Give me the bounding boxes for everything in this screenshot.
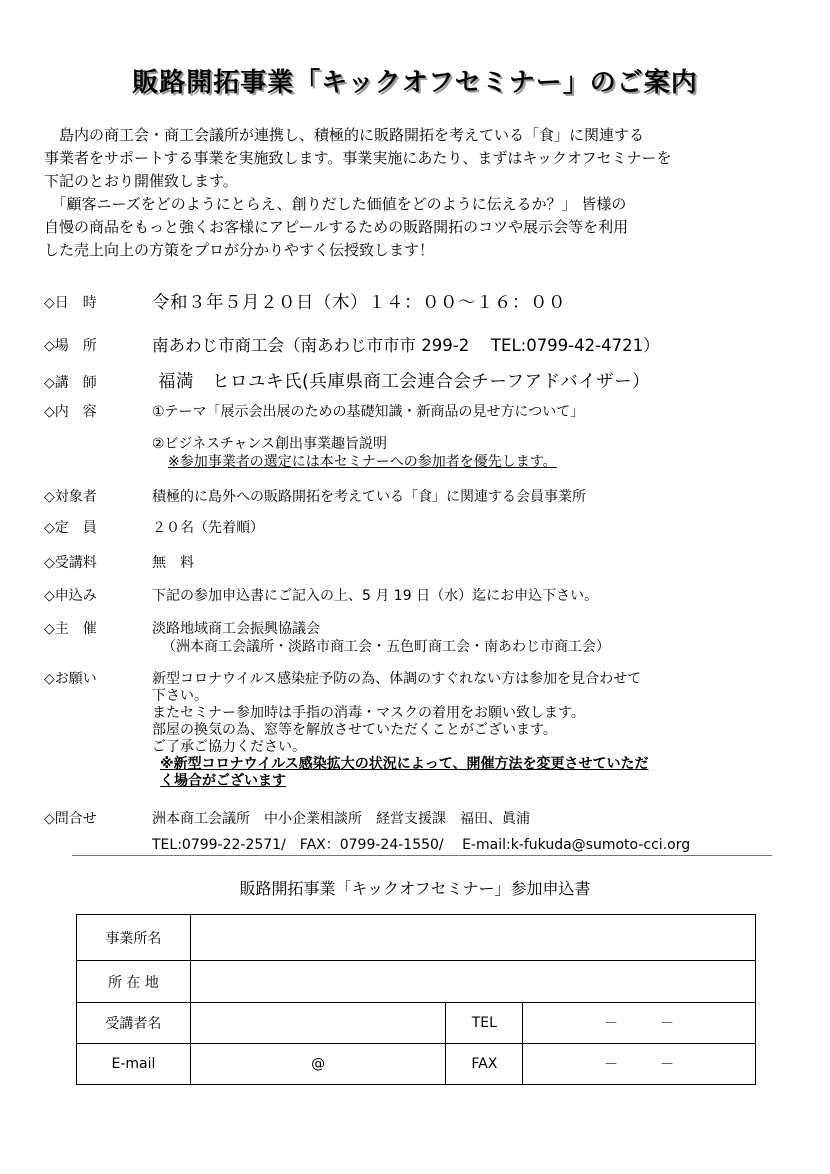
capacity-label: ◇定 員 <box>44 520 97 536</box>
request-label: ◇お願い <box>44 671 97 687</box>
contact-office: 洲本商工会議所 中小企業相談所 経営支援課 福田、眞浦 <box>152 811 530 827</box>
page-title: 販路開拓事業「キックオフセミナー」のご案内 <box>132 68 698 98</box>
intro-line: 事業者をサポートする事業を実施致します。事業実施にあたり、まずはキックオフセミナーを <box>44 149 672 167</box>
target-value: 積極的に島外への販路開拓を考えている「食」に関連する会員事業所 <box>152 489 586 505</box>
date-value: 令和３年５月２０日（木）１４：００～１６：００ <box>152 293 566 313</box>
application-form <box>76 914 756 1085</box>
capacity-value: ２０名（先着順） <box>152 520 264 536</box>
content-label: ◇内 容 <box>44 404 97 420</box>
fax-field[interactable]: － － <box>523 1044 756 1085</box>
fee-label: ◇受講料 <box>44 555 97 571</box>
lecturer-label: ◇講 師 <box>44 375 97 391</box>
form-title: 販路開拓事業「キックオフセミナー」参加申込書 <box>239 879 591 898</box>
tel-field[interactable]: － － <box>523 1003 756 1044</box>
request-line: 部屋の換気の為、窓等を解放させていただくことがございます。 <box>152 722 557 738</box>
request-line: またセミナー参加時は手指の消毒・マスクの着用をお願い致します。 <box>152 705 585 721</box>
apply-value: 下記の参加申込書にご記入の上、5 月 19 日（水）迄にお申込下さい。 <box>152 588 599 604</box>
request-warning: く場合がございます <box>160 773 286 789</box>
fax-label: FAX <box>446 1044 523 1085</box>
content-note: ※参加事業者の選定には本セミナーへの参加者を優先します。 <box>168 454 557 470</box>
request-warning: ※新型コロナウイルス感染拡大の状況によって、開催方法を変更させていただ <box>160 756 649 772</box>
lecturer-value: 福満 ヒロユキ氏(兵庫県商工会連合会チーフアドバイザー） <box>158 372 651 392</box>
intro-line: した売上向上の方策をプロが分かりやすく伝授致します！ <box>44 241 435 259</box>
place-value: 南あわじ市商工会（南あわじ市市市 299-2 TEL:0799-42-4721） <box>152 336 660 355</box>
date-label: ◇日 時 <box>44 295 97 311</box>
attendee-field[interactable] <box>190 1003 446 1044</box>
divider <box>72 855 772 856</box>
request-line: ご了承ご協力ください。 <box>152 739 306 755</box>
company-name-label: 事業所名 <box>77 915 191 961</box>
organizer-members: （洲本商工会議所・淡路市商工会・五色町商工会・南あわじ市商工会） <box>162 639 610 655</box>
target-label: ◇対象者 <box>44 489 97 505</box>
organizer-label: ◇主 催 <box>44 621 97 637</box>
fee-value: 無 料 <box>152 555 194 571</box>
request-line: 下さい。 <box>152 688 208 704</box>
intro-line: 自慢の商品をもっと強くお客様にアピールするための販路開拓のコツや展示会等を利用 <box>44 218 629 236</box>
organizer-value: 淡路地域商工会振興協議会 <box>152 621 320 637</box>
content-item-1: ①テーマ「展示会出展のための基礎知識・新商品の見せ方について」 <box>152 404 585 420</box>
email-field[interactable]: @ <box>190 1044 446 1085</box>
intro-line: 下記のとおり開催致します。 <box>44 172 238 190</box>
address-label: 所 在 地 <box>77 961 191 1003</box>
place-label: ◇場 所 <box>44 338 97 354</box>
tel-label: TEL <box>446 1003 523 1044</box>
attendee-label: 受講者名 <box>77 1003 191 1044</box>
intro-line: 「顧客ニーズをどのようにとらえ、創りだした価値をどのように伝えるか？」 皆様の <box>44 195 627 213</box>
request-line: 新型コロナウイルス感染症予防の為、体調のすぐれない方は参加を見合わせて <box>152 671 642 687</box>
email-label: E-mail <box>77 1044 191 1085</box>
contact-info: TEL:0799-22-2571/ FAX：0799-24-1550/ E-mail:k-fukuda@sumoto-cci.org <box>152 837 691 853</box>
address-field[interactable] <box>190 961 755 1003</box>
content-item-2: ②ビジネスチャンス創出事業趣旨説明 <box>152 436 388 452</box>
contact-label: ◇問合せ <box>44 811 97 827</box>
intro-line: 島内の商工会・商工会議所が連携し、積極的に販路開拓を考えている「食」に関連する <box>44 126 645 144</box>
company-name-field[interactable] <box>190 915 755 961</box>
apply-label: ◇申込み <box>44 588 97 604</box>
